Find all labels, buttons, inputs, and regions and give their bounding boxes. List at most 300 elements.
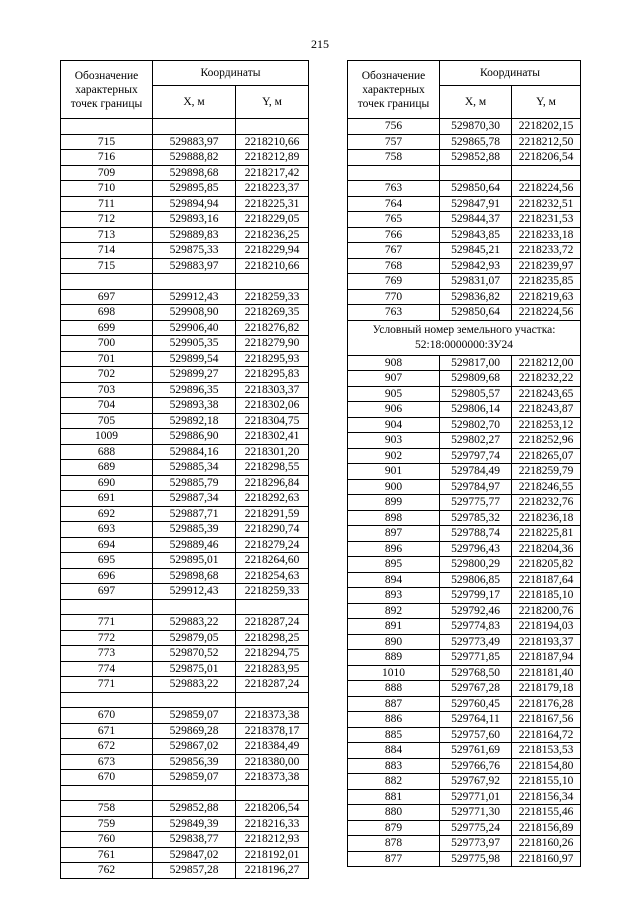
y-coordinate: 2218194,03 <box>512 619 581 635</box>
table-row <box>348 433 581 449</box>
x-coordinate: 529774,83 <box>440 619 512 635</box>
y-coordinate: 2218179,18 <box>512 681 581 697</box>
x-coordinate: 529870,30 <box>440 119 512 135</box>
x-coordinate: 529887,71 <box>153 506 236 522</box>
table-row <box>61 847 309 863</box>
table-row <box>61 289 309 305</box>
x-coordinate: 529806,85 <box>440 572 512 588</box>
x-coordinate: 529757,60 <box>440 727 512 743</box>
table-row <box>348 603 581 619</box>
x-coordinate: 529856,39 <box>153 754 236 770</box>
y-coordinate: 2218287,24 <box>236 677 309 693</box>
y-coordinate: 2218378,17 <box>236 723 309 739</box>
table-row <box>348 758 581 774</box>
y-coordinate: 2218160,97 <box>512 851 581 867</box>
x-coordinate: 529889,46 <box>153 537 236 553</box>
point-id: 1010 <box>348 665 440 681</box>
table-row <box>61 630 309 646</box>
x-coordinate: 529865,78 <box>440 134 512 150</box>
table-row <box>348 212 581 228</box>
x-coordinate: 529838,77 <box>153 832 236 848</box>
y-coordinate: 2218283,95 <box>236 661 309 677</box>
point-id: 881 <box>348 789 440 805</box>
x-coordinate: 529883,22 <box>153 615 236 631</box>
table-row <box>348 417 581 433</box>
table-row <box>348 479 581 495</box>
point-id: 699 <box>61 320 153 336</box>
x-coordinate: 529850,64 <box>440 305 512 321</box>
x-coordinate: 529767,28 <box>440 681 512 697</box>
table-row <box>348 196 581 212</box>
table-row <box>61 584 309 600</box>
y-coordinate: 2218202,15 <box>512 119 581 135</box>
point-id: 691 <box>61 491 153 507</box>
y-coordinate: 2218233,72 <box>512 243 581 259</box>
y-coordinate: 2218233,18 <box>512 227 581 243</box>
table-row <box>61 661 309 677</box>
x-coordinate: 529773,49 <box>440 634 512 650</box>
x-coordinate: 529843,85 <box>440 227 512 243</box>
point-id: 774 <box>61 661 153 677</box>
y-coordinate <box>236 785 309 801</box>
y-coordinate: 2218290,74 <box>236 522 309 538</box>
point-id: 891 <box>348 619 440 635</box>
x-coordinate: 529784,97 <box>440 479 512 495</box>
point-id: 898 <box>348 510 440 526</box>
x-coordinate <box>153 119 236 135</box>
point-id: 756 <box>348 119 440 135</box>
table-row <box>61 506 309 522</box>
table-row <box>61 165 309 181</box>
y-coordinate: 2218224,56 <box>512 305 581 321</box>
x-coordinate: 529893,38 <box>153 398 236 414</box>
table-row <box>61 801 309 817</box>
x-coordinate: 529764,11 <box>440 712 512 728</box>
point-id: 696 <box>61 568 153 584</box>
x-coordinate: 529836,82 <box>440 289 512 305</box>
table-row <box>61 181 309 197</box>
point-id: 697 <box>61 289 153 305</box>
point-id: 710 <box>61 181 153 197</box>
y-coordinate: 2218155,46 <box>512 805 581 821</box>
table-row <box>61 615 309 631</box>
y-coordinate <box>236 692 309 708</box>
x-coordinate: 529887,34 <box>153 491 236 507</box>
point-id: 889 <box>348 650 440 666</box>
y-coordinate: 2218206,54 <box>236 801 309 817</box>
x-coordinate: 529771,01 <box>440 789 512 805</box>
y-coordinate: 2218269,35 <box>236 305 309 321</box>
point-id: 709 <box>61 165 153 181</box>
x-coordinate: 529883,22 <box>153 677 236 693</box>
x-coordinate: 529799,17 <box>440 588 512 604</box>
point-id: 697 <box>61 584 153 600</box>
table-row <box>348 181 581 197</box>
y-coordinate: 2218301,20 <box>236 444 309 460</box>
table-row <box>348 743 581 759</box>
x-coordinate: 529885,39 <box>153 522 236 538</box>
y-coordinate <box>236 119 309 135</box>
x-coordinate: 529885,79 <box>153 475 236 491</box>
y-coordinate: 2218235,85 <box>512 274 581 290</box>
point-id: 767 <box>348 243 440 259</box>
point-id: 703 <box>61 382 153 398</box>
point-id: 877 <box>348 851 440 867</box>
y-coordinate: 2218373,38 <box>236 770 309 786</box>
point-id: 901 <box>348 464 440 480</box>
y-coordinate: 2218296,84 <box>236 475 309 491</box>
table-row <box>348 402 581 418</box>
x-coordinate: 529802,27 <box>440 433 512 449</box>
table-row <box>348 258 581 274</box>
point-id: 899 <box>348 495 440 511</box>
y-coordinate: 2218229,05 <box>236 212 309 228</box>
table-row <box>61 816 309 832</box>
y-coordinate: 2218196,27 <box>236 863 309 879</box>
y-coordinate: 2218373,38 <box>236 708 309 724</box>
y-coordinate: 2218187,64 <box>512 572 581 588</box>
y-coordinate: 2218279,24 <box>236 537 309 553</box>
table-row <box>348 150 581 166</box>
y-coordinate: 2218243,65 <box>512 386 581 402</box>
table-row <box>61 398 309 414</box>
x-coordinate: 529859,07 <box>153 708 236 724</box>
x-coordinate: 529849,39 <box>153 816 236 832</box>
table-row <box>348 274 581 290</box>
x-coordinate: 529800,29 <box>440 557 512 573</box>
point-id: 670 <box>61 770 153 786</box>
x-coordinate: 529792,46 <box>440 603 512 619</box>
y-coordinate: 2218292,63 <box>236 491 309 507</box>
point-id: 904 <box>348 417 440 433</box>
x-coordinate: 529912,43 <box>153 584 236 600</box>
point-id: 906 <box>348 402 440 418</box>
y-coordinate: 2218210,66 <box>236 258 309 274</box>
point-id: 768 <box>348 258 440 274</box>
y-coordinate: 2218225,81 <box>512 526 581 542</box>
point-id: 695 <box>61 553 153 569</box>
table-body-right-a <box>348 119 581 321</box>
table-row <box>61 475 309 491</box>
table-body-right-b <box>348 355 581 867</box>
table-row <box>348 305 581 321</box>
x-coordinate: 529906,40 <box>153 320 236 336</box>
point-id: 892 <box>348 603 440 619</box>
point-id: 880 <box>348 805 440 821</box>
y-coordinate: 2218192,01 <box>236 847 309 863</box>
table-row <box>348 371 581 387</box>
header-y: Y, м <box>236 86 309 119</box>
y-coordinate: 2218153,53 <box>512 743 581 759</box>
point-id: 714 <box>61 243 153 259</box>
y-coordinate: 2218287,24 <box>236 615 309 631</box>
x-coordinate: 529870,52 <box>153 646 236 662</box>
y-coordinate: 2218167,56 <box>512 712 581 728</box>
y-coordinate: 2218236,18 <box>512 510 581 526</box>
y-coordinate: 2218295,93 <box>236 351 309 367</box>
point-id: 759 <box>61 816 153 832</box>
table-body-left <box>61 119 309 879</box>
table-row <box>61 212 309 228</box>
point-id: 762 <box>61 863 153 879</box>
point-id: 765 <box>348 212 440 228</box>
point-id: 713 <box>61 227 153 243</box>
note-row <box>348 320 581 355</box>
point-id <box>61 785 153 801</box>
point-id: 760 <box>61 832 153 848</box>
point-id: 893 <box>348 588 440 604</box>
x-coordinate: 529912,43 <box>153 289 236 305</box>
y-coordinate: 2218254,63 <box>236 568 309 584</box>
point-id: 702 <box>61 367 153 383</box>
point-id: 897 <box>348 526 440 542</box>
x-coordinate: 529775,24 <box>440 820 512 836</box>
point-id: 766 <box>348 227 440 243</box>
table-row <box>348 243 581 259</box>
y-coordinate: 2218212,93 <box>236 832 309 848</box>
y-coordinate: 2218265,07 <box>512 448 581 464</box>
y-coordinate: 2218200,76 <box>512 603 581 619</box>
table-row <box>61 863 309 879</box>
table-row <box>348 541 581 557</box>
x-coordinate: 529760,45 <box>440 696 512 712</box>
y-coordinate: 2218185,10 <box>512 588 581 604</box>
x-coordinate: 529899,27 <box>153 367 236 383</box>
point-id: 688 <box>61 444 153 460</box>
x-coordinate: 529893,16 <box>153 212 236 228</box>
point-id: 698 <box>61 305 153 321</box>
y-coordinate: 2218279,90 <box>236 336 309 352</box>
table-row <box>348 851 581 867</box>
table-row <box>348 696 581 712</box>
table-row <box>61 739 309 755</box>
table-row <box>61 444 309 460</box>
y-coordinate: 2218302,41 <box>236 429 309 445</box>
table-row <box>348 510 581 526</box>
x-coordinate: 529842,93 <box>440 258 512 274</box>
x-coordinate: 529850,64 <box>440 181 512 197</box>
x-coordinate: 529883,97 <box>153 134 236 150</box>
table-row <box>61 429 309 445</box>
x-coordinate: 529899,54 <box>153 351 236 367</box>
table-row <box>348 448 581 464</box>
table-row <box>348 665 581 681</box>
y-coordinate: 2218298,55 <box>236 460 309 476</box>
x-coordinate: 529905,35 <box>153 336 236 352</box>
x-coordinate: 529785,32 <box>440 510 512 526</box>
table-row <box>61 754 309 770</box>
y-coordinate: 2218291,59 <box>236 506 309 522</box>
y-coordinate: 2218205,82 <box>512 557 581 573</box>
y-coordinate: 2218156,34 <box>512 789 581 805</box>
point-id: 896 <box>348 541 440 557</box>
table-row <box>61 382 309 398</box>
point-id: 894 <box>348 572 440 588</box>
y-coordinate: 2218176,28 <box>512 696 581 712</box>
x-coordinate: 529805,57 <box>440 386 512 402</box>
point-id: 771 <box>61 615 153 631</box>
table-row <box>348 727 581 743</box>
y-coordinate: 2218156,89 <box>512 820 581 836</box>
y-coordinate: 2218239,97 <box>512 258 581 274</box>
y-coordinate: 2218236,25 <box>236 227 309 243</box>
x-coordinate: 529879,05 <box>153 630 236 646</box>
point-id: 715 <box>61 258 153 274</box>
x-coordinate: 529797,74 <box>440 448 512 464</box>
header-coordinates: Координаты <box>440 61 581 86</box>
x-coordinate: 529773,97 <box>440 836 512 852</box>
table-row <box>61 522 309 538</box>
point-id: 883 <box>348 758 440 774</box>
table-row <box>61 599 309 615</box>
point-id: 758 <box>61 801 153 817</box>
x-coordinate: 529894,94 <box>153 196 236 212</box>
y-coordinate: 2218298,25 <box>236 630 309 646</box>
point-id: 908 <box>348 355 440 371</box>
x-coordinate: 529766,76 <box>440 758 512 774</box>
y-coordinate: 2218217,42 <box>236 165 309 181</box>
y-coordinate: 2218223,37 <box>236 181 309 197</box>
x-coordinate: 529884,16 <box>153 444 236 460</box>
point-id: 895 <box>348 557 440 573</box>
y-coordinate: 2218155,10 <box>512 774 581 790</box>
point-id: 701 <box>61 351 153 367</box>
x-coordinate <box>440 165 512 181</box>
table-row <box>61 568 309 584</box>
table-row <box>348 681 581 697</box>
x-coordinate: 529908,90 <box>153 305 236 321</box>
table-row <box>348 355 581 371</box>
table-row <box>61 723 309 739</box>
y-coordinate: 2218232,76 <box>512 495 581 511</box>
y-coordinate: 2218204,36 <box>512 541 581 557</box>
point-id: 763 <box>348 305 440 321</box>
table-row <box>61 227 309 243</box>
y-coordinate: 2218252,96 <box>512 433 581 449</box>
point-id: 689 <box>61 460 153 476</box>
point-id: 882 <box>348 774 440 790</box>
x-coordinate: 529875,33 <box>153 243 236 259</box>
table-row <box>61 351 309 367</box>
table-row <box>61 692 309 708</box>
table-row <box>61 134 309 150</box>
point-id <box>61 274 153 290</box>
point-id: 890 <box>348 634 440 650</box>
x-coordinate: 529886,90 <box>153 429 236 445</box>
table-row <box>61 196 309 212</box>
x-coordinate: 529852,88 <box>153 801 236 817</box>
y-coordinate: 2218243,87 <box>512 402 581 418</box>
table-row <box>61 677 309 693</box>
table-row <box>348 588 581 604</box>
y-coordinate: 2218219,63 <box>512 289 581 305</box>
x-coordinate: 529898,68 <box>153 568 236 584</box>
table-row <box>61 119 309 135</box>
y-coordinate: 2218216,33 <box>236 816 309 832</box>
header-y: Y, м <box>512 86 581 119</box>
point-id: 1009 <box>61 429 153 445</box>
point-id: 694 <box>61 537 153 553</box>
y-coordinate: 2218232,22 <box>512 371 581 387</box>
table-row <box>61 258 309 274</box>
y-coordinate: 2218229,94 <box>236 243 309 259</box>
x-coordinate <box>153 274 236 290</box>
point-id: 757 <box>348 134 440 150</box>
y-coordinate: 2218212,50 <box>512 134 581 150</box>
point-id <box>61 692 153 708</box>
table-row <box>61 491 309 507</box>
x-coordinate: 529847,02 <box>153 847 236 863</box>
point-id: 716 <box>61 150 153 166</box>
x-coordinate: 529895,01 <box>153 553 236 569</box>
point-id <box>61 119 153 135</box>
point-id: 771 <box>61 677 153 693</box>
point-id: 888 <box>348 681 440 697</box>
point-id: 770 <box>348 289 440 305</box>
y-coordinate: 2218212,00 <box>512 355 581 371</box>
point-id <box>348 165 440 181</box>
y-coordinate: 2218154,80 <box>512 758 581 774</box>
coordinates-table-left <box>60 60 309 879</box>
point-id: 673 <box>61 754 153 770</box>
x-coordinate: 529852,88 <box>440 150 512 166</box>
point-id: 773 <box>61 646 153 662</box>
x-coordinate: 529817,00 <box>440 355 512 371</box>
table-row <box>61 832 309 848</box>
table-row <box>348 836 581 852</box>
x-coordinate: 529892,18 <box>153 413 236 429</box>
table-row <box>61 460 309 476</box>
y-coordinate: 2218259,33 <box>236 289 309 305</box>
point-id: 670 <box>61 708 153 724</box>
x-coordinate: 529831,07 <box>440 274 512 290</box>
point-id: 711 <box>61 196 153 212</box>
table-row <box>61 770 309 786</box>
y-coordinate <box>512 165 581 181</box>
y-coordinate <box>236 599 309 615</box>
point-id: 878 <box>348 836 440 852</box>
x-coordinate: 529767,92 <box>440 774 512 790</box>
page-number: 215 <box>311 37 329 51</box>
y-coordinate: 2218246,55 <box>512 479 581 495</box>
y-coordinate: 2218380,00 <box>236 754 309 770</box>
y-coordinate: 2218304,75 <box>236 413 309 429</box>
point-id: 905 <box>348 386 440 402</box>
table-row <box>348 557 581 573</box>
coordinates-table-right <box>347 60 581 867</box>
y-coordinate: 2218181,40 <box>512 665 581 681</box>
point-id: 758 <box>348 150 440 166</box>
y-coordinate: 2218225,31 <box>236 196 309 212</box>
point-id: 671 <box>61 723 153 739</box>
point-id: 700 <box>61 336 153 352</box>
x-coordinate: 529883,97 <box>153 258 236 274</box>
point-id: 704 <box>61 398 153 414</box>
point-id: 907 <box>348 371 440 387</box>
table-row <box>61 320 309 336</box>
point-id: 693 <box>61 522 153 538</box>
table-row <box>61 708 309 724</box>
x-coordinate: 529845,21 <box>440 243 512 259</box>
point-id: 690 <box>61 475 153 491</box>
y-coordinate: 2218294,75 <box>236 646 309 662</box>
x-coordinate: 529847,91 <box>440 196 512 212</box>
x-coordinate: 529896,35 <box>153 382 236 398</box>
table-row <box>61 646 309 662</box>
y-coordinate: 2218259,79 <box>512 464 581 480</box>
x-coordinate: 529806,14 <box>440 402 512 418</box>
point-id: 879 <box>348 820 440 836</box>
